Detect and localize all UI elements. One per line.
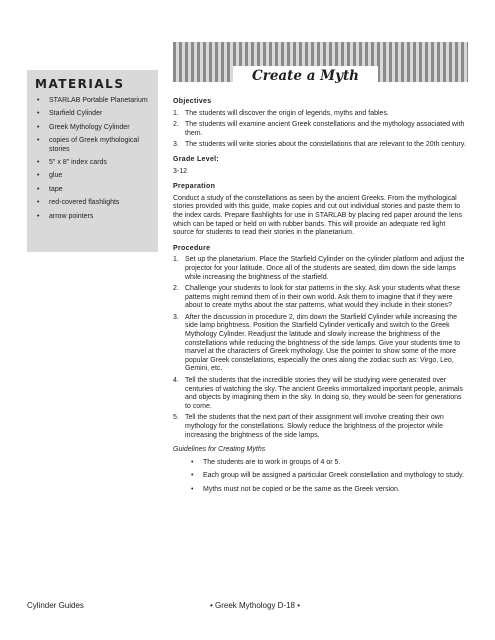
grade-value: 3-12 — [173, 167, 188, 175]
item-text: Challenge your students to look for star patterns in the sky. Ask your students what these patterns might remind them of in their own world. Ask them to imagine that if they were about to create myths about the star patterns, what would they include in their stories? — [185, 285, 460, 310]
preparation-heading: Preparation — [173, 183, 216, 191]
item-number: 3. — [173, 141, 179, 149]
item-text: The students will discover the origin of legends, myths and fables. — [185, 109, 389, 117]
objective-item — [173, 110, 468, 119]
materials-heading: MATERIALS — [35, 77, 125, 91]
materials-item: • red-covered flashlights — [27, 199, 158, 207]
guideline-item: • Myths must not be copied or be the same as the Greek version. — [173, 486, 468, 495]
item-number: 3. — [173, 313, 179, 321]
item-text: After the discussion in procedure 2, dim down the Starfield Cylinder while increasing the side lamp brightness. Position the Starfield Cylinder vertically and switch to the Greek Mythology Cylinder. Readjust the latitude and slowly increase the brightness of the constellations while reducing the brightness of the side lamps. Give your students time to marvel at the characters of Greek mythology. Use the pointer to show some of the more popular Greek constellations, especially the ones along the zodiac such as: Virgo, Leo, Gemini, etc. — [185, 313, 461, 373]
item-number: 1. — [173, 256, 179, 264]
objective-item — [173, 141, 468, 150]
materials-sidebar — [27, 70, 158, 252]
procedure-item — [173, 285, 468, 311]
materials-item: • Starfield Cylinder — [27, 110, 158, 118]
objective-item — [173, 121, 468, 138]
footer-page-number: • Greek Mythology D-18 • — [209, 601, 301, 610]
item-number: 2. — [173, 285, 179, 293]
materials-item: • STARLAB Portable Planetarium — [27, 97, 158, 105]
item-number: 4. — [173, 377, 179, 385]
main-content — [173, 98, 468, 500]
materials-item: • glue — [27, 172, 158, 180]
materials-item: • 5" x 8" index cards — [27, 159, 158, 167]
page-title: Create a Myth — [251, 68, 359, 84]
item-text: The students will write stories about the constellations that are relevant to the 20th century. — [185, 141, 466, 149]
guidelines-title: Guidelines for Creating Myths — [173, 446, 266, 454]
guidelines-list — [173, 459, 468, 495]
guideline-item: • Each group will be assigned a particular Greek constellation and mythology to study. — [173, 472, 468, 481]
procedure-item — [173, 314, 468, 374]
objectives-heading: Objectives — [173, 98, 212, 105]
item-text: Set up the planetarium. Place the Starfield Cylinder on the cylinder platform and adjust the projector for your latitude. Once all of the students are seated, dim down the side lamps while increasing the brightness of the starfield. — [185, 256, 465, 281]
item-text: The students will examine ancient Greek constellations and the mythology associated with them. — [185, 121, 465, 137]
materials-item: • arrow pointers — [27, 213, 158, 221]
materials-item: • copies of Greek mythological stories — [27, 137, 158, 154]
materials-item: • Greek Mythology Cylinder — [27, 124, 158, 132]
item-text: Tell the students that the next part of their assignment will involve creating their own mythology for the constellations. Slowly reduce the brightness of the projector while increasing the brightness of the side lamps. — [185, 414, 444, 439]
procedure-item — [173, 377, 468, 411]
footer-guide-name: Cylinder Guides — [27, 601, 84, 610]
item-text: Tell the students that the incredible stories they will be studying were generated over centuries of watching the sky. The ancient Greeks immortalized important people, animals and objects by imagining them in the sky. In doing so, they would be seen for generations to come. — [185, 377, 463, 410]
procedure-list — [173, 256, 468, 440]
procedure-item — [173, 414, 468, 440]
procedure-item — [173, 256, 468, 282]
objectives-list — [173, 110, 468, 150]
materials-item: • tape — [27, 186, 158, 194]
procedure-heading: Procedure — [173, 244, 211, 252]
item-number: 1. — [173, 109, 179, 117]
grade-heading: Grade Level: — [173, 155, 220, 163]
preparation-text: Conduct a study of the constellations as seen by the ancient Greeks. From the mythological stories provided with this guide, make copies and cut out individual stories and paste them to the index cards. Prepare flashlights for use in STARLAB by placing red paper around the lens which can be taped or held on with rubber bands. This will provide an adequate red light source for students to read their stories in the planetarium. — [173, 194, 462, 237]
guideline-item: • The students are to work in groups of 4 or 5. — [173, 459, 468, 468]
item-number: 5. — [173, 414, 179, 422]
materials-list — [27, 97, 158, 221]
item-number: 2. — [173, 121, 179, 129]
